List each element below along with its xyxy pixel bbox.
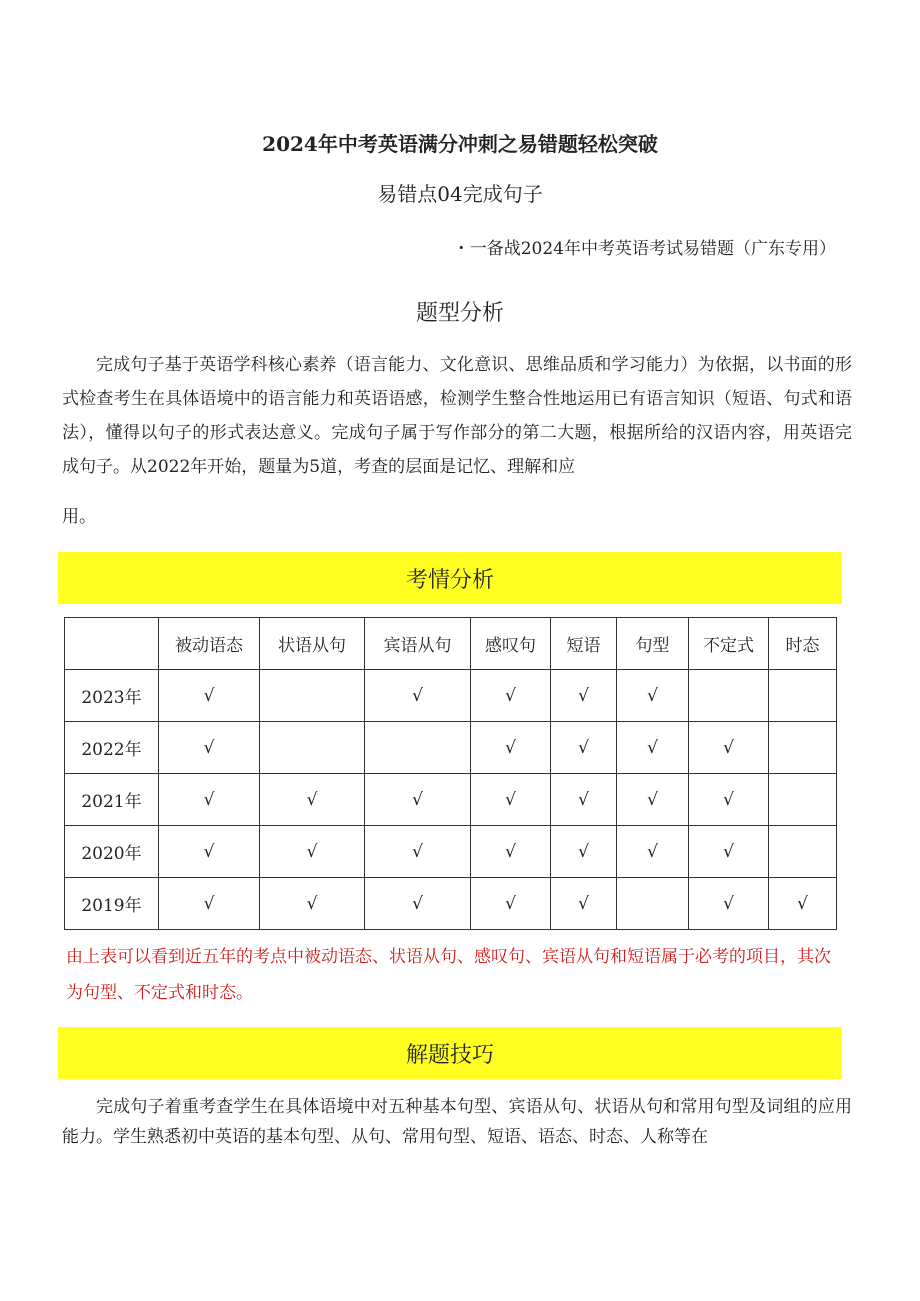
table-cell: √ xyxy=(260,774,365,826)
table-cell: √ xyxy=(617,826,689,878)
table-cell: √ xyxy=(159,774,260,826)
row-year: 2021年 xyxy=(65,774,159,826)
table-cell: √ xyxy=(617,722,689,774)
table-cell xyxy=(365,722,471,774)
table-row xyxy=(65,670,837,722)
table-cell: √ xyxy=(471,826,551,878)
table-cell: √ xyxy=(617,774,689,826)
column-header: 被动语态 xyxy=(159,618,260,670)
table-cell: √ xyxy=(159,826,260,878)
table-row xyxy=(65,774,837,826)
column-header: 时态 xyxy=(769,618,837,670)
column-header: 句型 xyxy=(617,618,689,670)
table-cell: √ xyxy=(551,774,617,826)
tips-section-heading-text: 解题技巧 xyxy=(405,1042,494,1068)
table-cell: √ xyxy=(551,878,617,930)
table-cell xyxy=(769,774,837,826)
tips-section-heading xyxy=(58,1027,842,1079)
table-cell: √ xyxy=(471,878,551,930)
source-line: ・一备战2024年中考英语考试易错题（广东专用） xyxy=(452,239,836,259)
table-cell: √ xyxy=(260,878,365,930)
table-cell: √ xyxy=(365,878,471,930)
document-subtitle: 易错点04完成句子 xyxy=(377,182,543,206)
table-cell: √ xyxy=(689,774,769,826)
table-row xyxy=(65,826,837,878)
table-cell: √ xyxy=(365,670,471,722)
column-header: 短语 xyxy=(551,618,617,670)
row-year: 2020年 xyxy=(65,826,159,878)
analysis-paragraph xyxy=(62,348,852,534)
table-row xyxy=(65,722,837,774)
table-corner-cell xyxy=(65,618,159,670)
column-header: 宾语从句 xyxy=(365,618,471,670)
table-cell: √ xyxy=(471,670,551,722)
analysis-paragraph-text: 完成句子基于英语学科核心素养（语言能力、文化意识、思维品质和学习能力）为依据，以书面的形式检查考生在具体语境中的语言能力和英语语感，检测学生整合性地运用已有语言知识（短语、句式和语法），懂得以句子的形式表达意义。完成句子属于写作部分的第二大题，根据所给的汉语内容，用英语完成句子。从2022年开始，题量为5道，考查的层面是记忆、理解和应 xyxy=(62,355,852,477)
table-cell: √ xyxy=(551,826,617,878)
table-cell: √ xyxy=(365,774,471,826)
exam-frequency-table xyxy=(64,617,837,930)
table-cell: √ xyxy=(769,878,837,930)
document-title: 2024年中考英语满分冲刺之易错题轻松突破 xyxy=(262,132,658,156)
table-cell xyxy=(769,670,837,722)
table-cell: √ xyxy=(689,826,769,878)
table-cell xyxy=(260,722,365,774)
analysis-paragraph-end: 用。 xyxy=(62,507,96,527)
table-cell: √ xyxy=(260,826,365,878)
exam-note: 由上表可以看到近五年的考点中被动语态、状语从句、感叹句、宾语从句和短语属于必考的项目，其次为句型、不定式和时态。 xyxy=(66,947,831,1003)
table-cell: √ xyxy=(617,670,689,722)
table-cell: √ xyxy=(471,722,551,774)
table-cell: √ xyxy=(551,670,617,722)
column-header: 感叹句 xyxy=(471,618,551,670)
analysis-heading: 题型分析 xyxy=(415,301,504,326)
exam-section-heading-text: 考情分析 xyxy=(405,567,494,593)
row-year: 2023年 xyxy=(65,670,159,722)
row-year: 2022年 xyxy=(65,722,159,774)
table-cell: √ xyxy=(159,878,260,930)
table-cell: √ xyxy=(551,722,617,774)
table-cell: √ xyxy=(689,878,769,930)
table-cell: √ xyxy=(471,774,551,826)
table-row xyxy=(65,878,837,930)
table-cell xyxy=(769,722,837,774)
table-cell: √ xyxy=(159,722,260,774)
tips-paragraph: 完成句子着重考查学生在具体语境中对五种基本句型、宾语从句、状语从句和常用句型及词组的应用能力。学生熟悉初中英语的基本句型、从句、常用句型、短语、语态、时态、人称等在 xyxy=(62,1097,852,1147)
table-cell: √ xyxy=(159,670,260,722)
table-cell xyxy=(769,826,837,878)
table-header-row xyxy=(65,618,837,670)
table-cell xyxy=(617,878,689,930)
column-header: 状语从句 xyxy=(260,618,365,670)
table-cell xyxy=(260,670,365,722)
table-cell: √ xyxy=(689,722,769,774)
exam-section-heading xyxy=(58,552,842,604)
column-header: 不定式 xyxy=(689,618,769,670)
table-cell: √ xyxy=(365,826,471,878)
table-cell xyxy=(689,670,769,722)
row-year: 2019年 xyxy=(65,878,159,930)
